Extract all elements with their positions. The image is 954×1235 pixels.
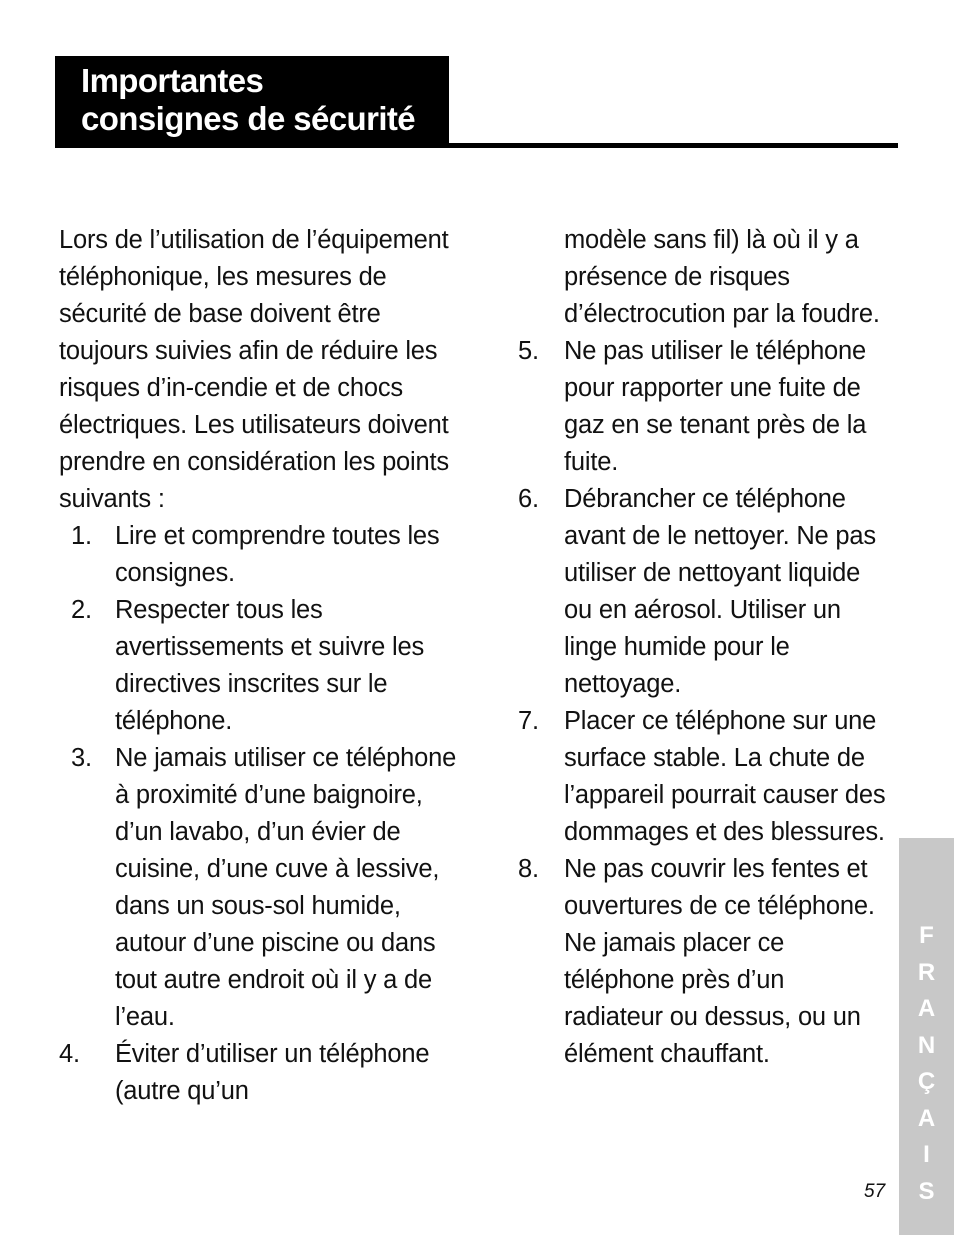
tab-letter: N (917, 1031, 936, 1059)
tab-letter: A (917, 1104, 936, 1132)
left-column (59, 222, 459, 1110)
item-text: Placer ce téléphone sur une surface stable. La chute de l’appareil pourrait causer des dommages et des blessures. (564, 707, 886, 846)
list-item (59, 740, 459, 1036)
item-number: 7. (518, 707, 539, 735)
safety-list-right (517, 333, 889, 1073)
item-number: 1. (71, 522, 92, 550)
list-item (517, 703, 889, 851)
tab-letter: S (918, 1177, 935, 1205)
item-text: Ne pas couvrir les fentes et ouvertures de ce téléphone. Ne jamais placer ce téléphone près d’un radiateur ou dessus, ou un élément chauffant. (564, 855, 875, 1068)
tab-letter: F (919, 922, 934, 949)
item-number: 5. (518, 337, 539, 365)
item-text: Respecter tous les avertissements et suivre les directives inscrites sur le téléphone. (115, 596, 425, 735)
item-number: 8. (518, 855, 539, 883)
list-item (517, 333, 889, 481)
item-text: Débrancher ce téléphone avant de le nettoyer. Ne pas utiliser de nettoyant liquide ou en aérosol. Utiliser un linge humide pour le nettoyage. (564, 485, 876, 698)
tab-letter: I (923, 1141, 930, 1168)
item-number: 2. (71, 596, 92, 624)
list-item (59, 592, 459, 740)
item-text: Lire et comprendre toutes les consignes. (115, 522, 440, 587)
title-line-2: consignes de sécurité (81, 100, 416, 137)
list-item (517, 481, 889, 703)
page-number: 57 (864, 1181, 886, 1202)
tab-letter: R (917, 958, 936, 986)
intro-paragraph: Lors de l’utilisation de l’équipement téléphonique, les mesures de sécurité de base doivent être toujours suivies afin de réduire les risques d’in-cendie et de chocs électriques. Les utilisateurs doivent prendre en considération les points suivants : (59, 226, 449, 513)
right-column (517, 222, 889, 1073)
item-number: 3. (71, 744, 92, 772)
item-text: Éviter d’utiliser un téléphone (autre qu’un (115, 1040, 430, 1105)
tab-letter: Ç (917, 1068, 936, 1095)
item-number: 4. (59, 1040, 80, 1068)
item-4-continuation: modèle sans fil) là où il y a présence de risques d’électrocution par la foudre. (564, 226, 880, 328)
language-tab-letters (899, 918, 954, 1210)
item-text: Ne pas utiliser le téléphone pour rapporter une fuite de gaz en se tenant près de la fuite. (564, 337, 867, 476)
title-underline-rule (55, 143, 898, 148)
language-side-tab (899, 838, 954, 1235)
title-line-1: Importantes (81, 62, 264, 99)
list-item (59, 518, 459, 592)
tab-letter: A (917, 995, 936, 1022)
safety-list-left (59, 518, 459, 1110)
section-title-box (55, 56, 449, 148)
item-text: Ne jamais utiliser ce téléphone à proximité d’une baignoire, d’un lavabo, d’un évier de cuisine, d’une cuve à lessive, dans un sous-sol humide, autour d’une piscine ou dans tout autre endroit où il y a de l’eau. (115, 744, 457, 1031)
list-item (517, 851, 889, 1073)
list-item (59, 1036, 459, 1110)
item-number: 6. (518, 485, 539, 513)
